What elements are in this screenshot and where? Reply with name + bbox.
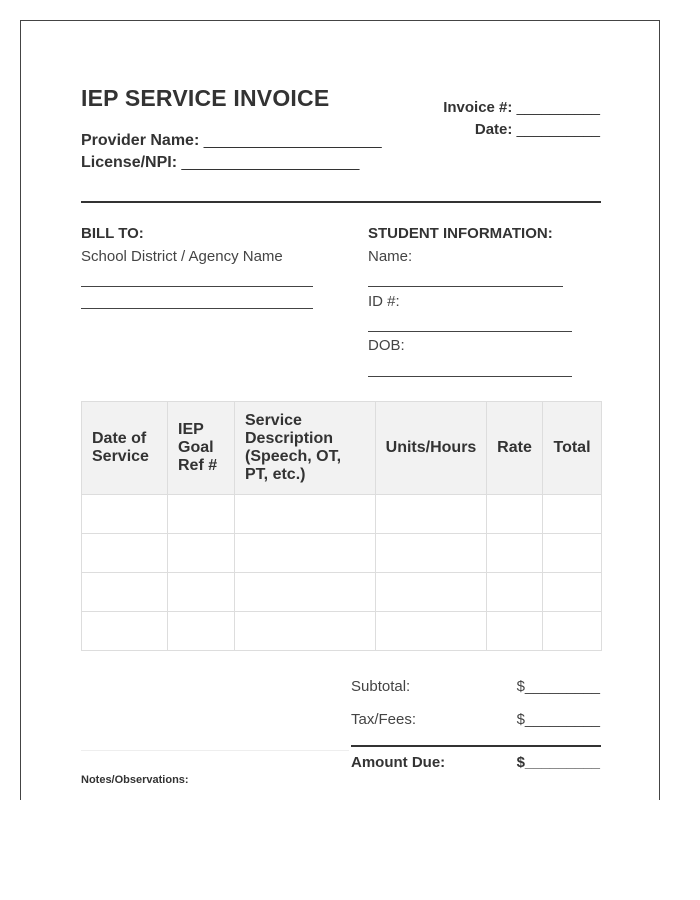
- cell-units[interactable]: [376, 612, 487, 651]
- col-total: Total: [543, 402, 602, 495]
- table-row: [82, 495, 602, 534]
- cell-goal-ref[interactable]: [168, 573, 235, 612]
- provider-name-row: [81, 132, 382, 150]
- amount-due-field[interactable]: $_________: [516, 754, 600, 771]
- cell-description[interactable]: [235, 573, 376, 612]
- col-rate: Rate: [487, 402, 543, 495]
- totals-divider: [351, 745, 601, 747]
- student-id-label: ID #:: [368, 293, 400, 310]
- col-units-hours: Units/Hours: [376, 402, 487, 495]
- student-name-label: Name:: [368, 248, 413, 265]
- service-table: [81, 401, 602, 651]
- tax-fees-label: Tax/Fees:: [351, 711, 417, 728]
- cell-rate[interactable]: [487, 612, 543, 651]
- cell-units[interactable]: [376, 495, 487, 534]
- cell-date[interactable]: [82, 612, 168, 651]
- cell-goal-ref[interactable]: [168, 495, 235, 534]
- cell-description[interactable]: [235, 612, 376, 651]
- amount-due-label: Amount Due:: [351, 754, 446, 771]
- col-iep-goal-ref: IEP Goal Ref #: [168, 402, 235, 495]
- student-id-line[interactable]: [368, 331, 572, 332]
- header-divider: [81, 201, 601, 203]
- bill-to-heading: BILL TO:: [81, 225, 144, 242]
- provider-name-label: Provider Name:: [81, 132, 200, 149]
- col-service-description: Service Description (Speech, OT, PT, etc.): [235, 402, 376, 495]
- invoice-number-label: Invoice #:: [443, 99, 513, 116]
- provider-name-field[interactable]: ____________________: [203, 132, 382, 149]
- notes-label: Notes/Observations:: [81, 774, 189, 786]
- cell-description[interactable]: [235, 495, 376, 534]
- invoice-number-row: [443, 99, 600, 116]
- table-header-row: [82, 402, 602, 495]
- invoice-title: IEP SERVICE INVOICE: [81, 85, 330, 111]
- cell-units[interactable]: [376, 573, 487, 612]
- student-dob-line[interactable]: [368, 376, 572, 377]
- cell-description[interactable]: [235, 534, 376, 573]
- subtotal-label: Subtotal:: [351, 678, 411, 695]
- invoice-date-label: Date:: [474, 121, 513, 138]
- cell-units[interactable]: [376, 534, 487, 573]
- cell-rate[interactable]: [487, 534, 543, 573]
- tax-fees-field[interactable]: $_________: [516, 711, 600, 728]
- invoice-number-field[interactable]: __________: [516, 99, 600, 116]
- student-name-line[interactable]: [368, 286, 563, 287]
- license-field[interactable]: ____________________: [181, 154, 360, 171]
- notes-divider: [81, 750, 349, 751]
- bill-to-line-2[interactable]: [81, 308, 313, 309]
- cell-goal-ref[interactable]: [168, 534, 235, 573]
- cell-total[interactable]: [543, 612, 602, 651]
- cell-date[interactable]: [82, 573, 168, 612]
- cell-total[interactable]: [543, 495, 602, 534]
- cell-total[interactable]: [543, 534, 602, 573]
- cell-rate[interactable]: [487, 573, 543, 612]
- student-info-heading: STUDENT INFORMATION:: [368, 225, 553, 242]
- table-row: [82, 534, 602, 573]
- table-row: [82, 573, 602, 612]
- cell-rate[interactable]: [487, 495, 543, 534]
- license-row: [81, 154, 359, 172]
- invoice-date-row: [475, 121, 600, 138]
- subtotal-field[interactable]: $_________: [516, 678, 600, 695]
- col-date-of-service: Date of Service: [82, 402, 168, 495]
- cell-date[interactable]: [82, 495, 168, 534]
- bill-to-agency: School District / Agency Name: [81, 248, 283, 265]
- license-label: License/NPI:: [81, 154, 178, 171]
- cell-total[interactable]: [543, 573, 602, 612]
- cell-goal-ref[interactable]: [168, 612, 235, 651]
- cell-date[interactable]: [82, 534, 168, 573]
- bill-to-line-1[interactable]: [81, 286, 313, 287]
- table-row: [82, 612, 602, 651]
- invoice-date-field[interactable]: __________: [516, 121, 600, 138]
- student-dob-label: DOB:: [368, 337, 405, 354]
- invoice-page: [20, 20, 660, 800]
